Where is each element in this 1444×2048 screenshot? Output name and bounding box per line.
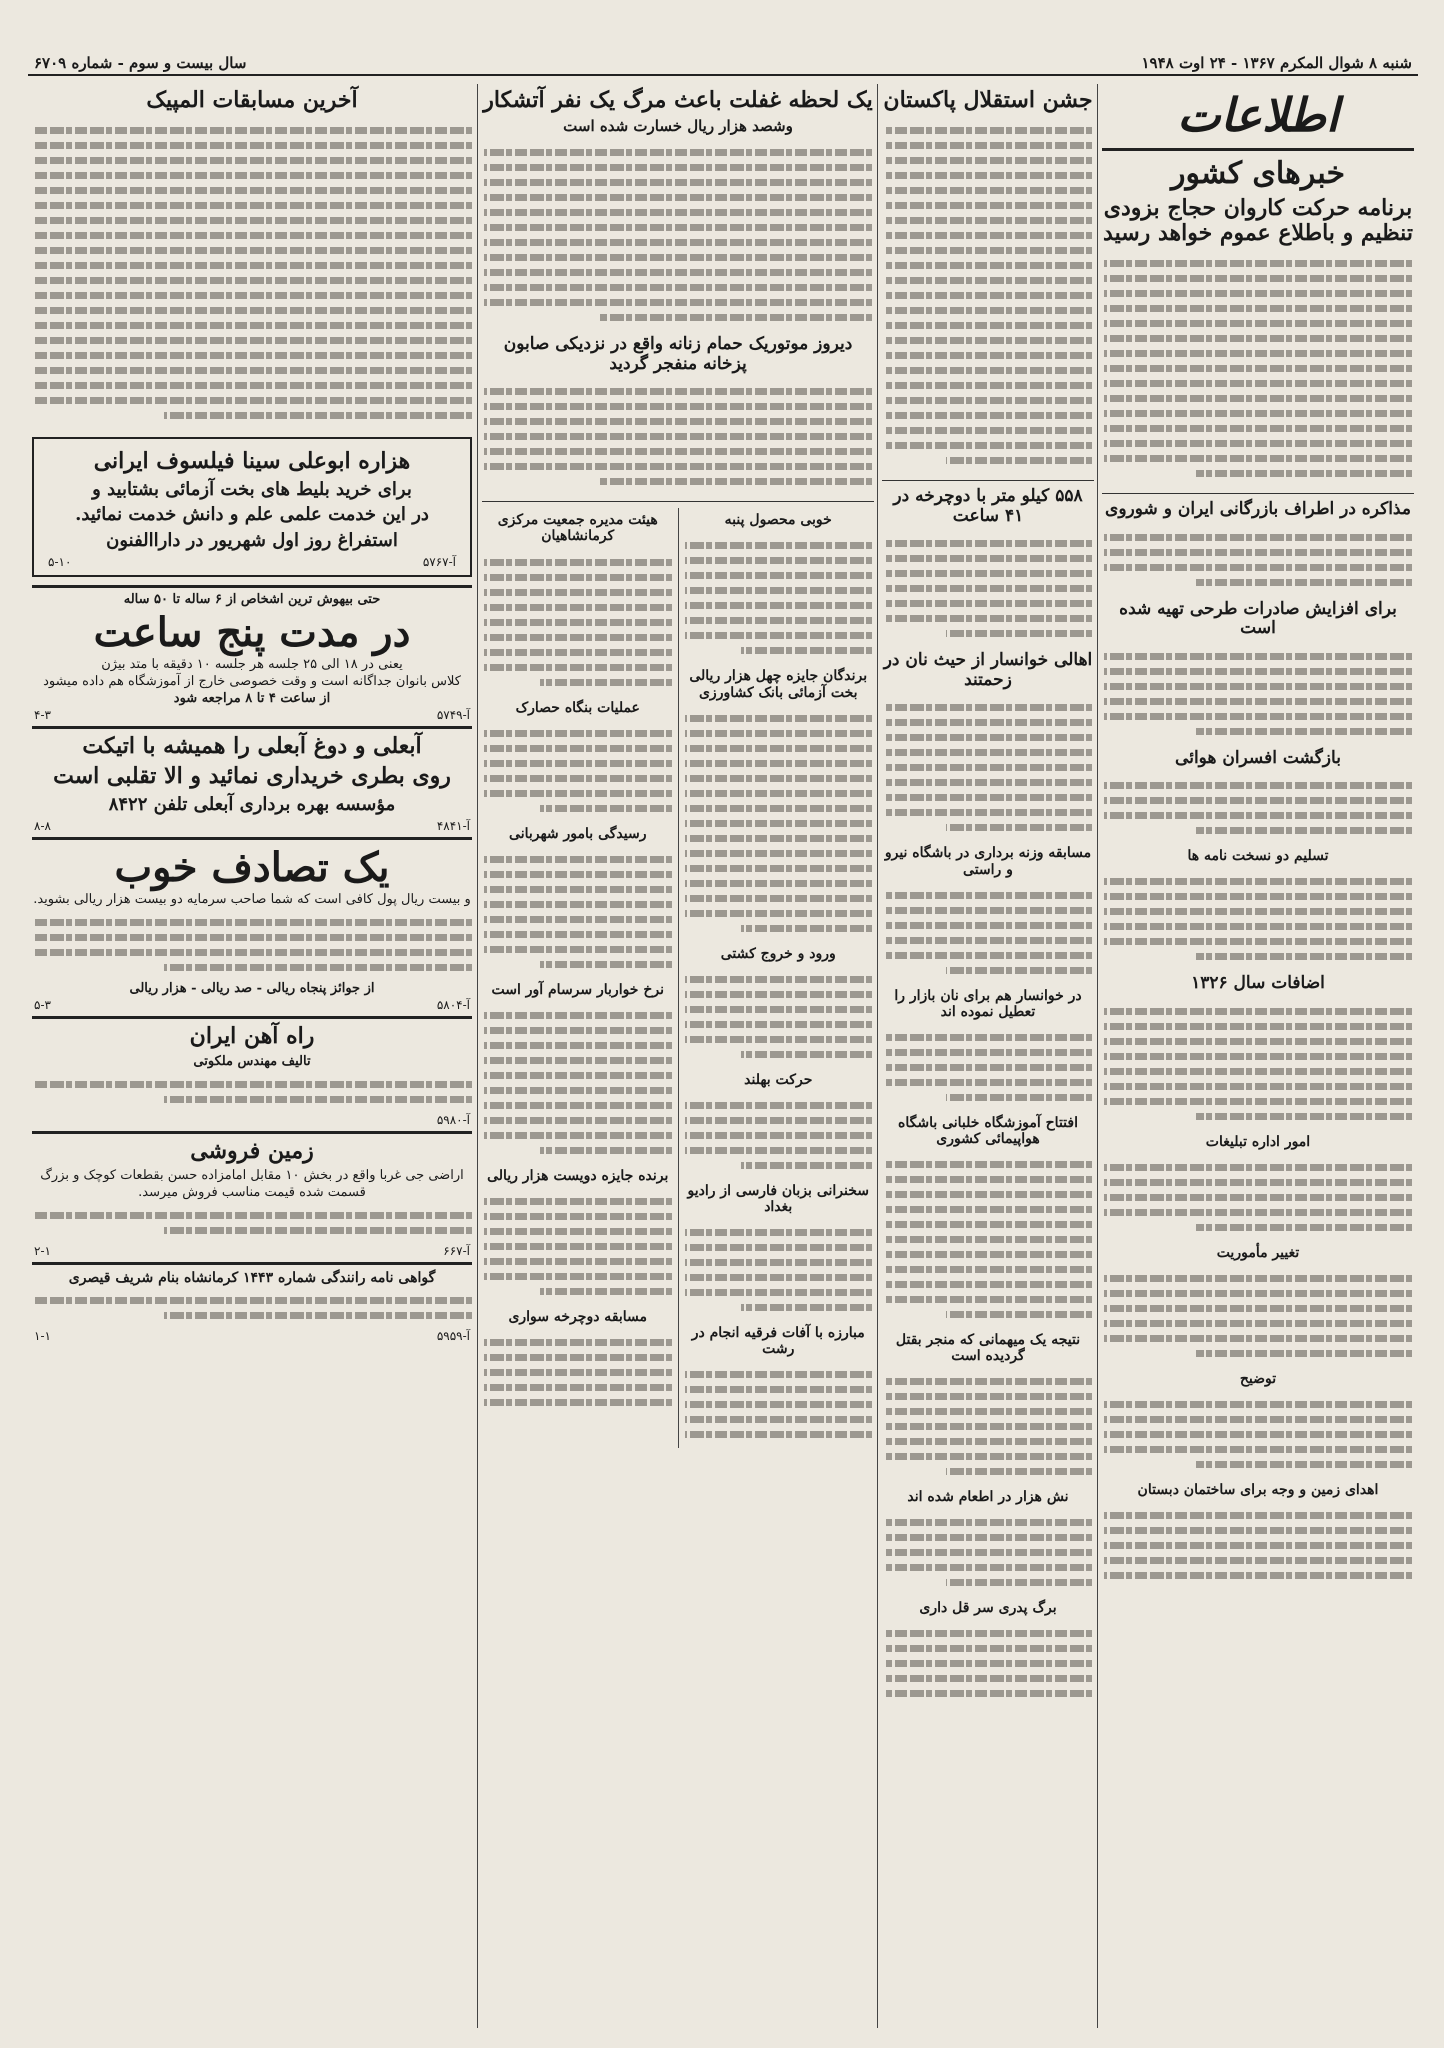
headline-pest-control: مبارزه با آفات فرقیه انجام در رشت — [691, 1325, 865, 1358]
ad2-big: در مدت پنج ساعت — [93, 609, 411, 657]
headline-hajj-caravan: برنامه حرکت کاروان حجاج بزودی تنظیم و باطلاع عموم خواهد رسید — [1103, 194, 1413, 246]
column-1 — [1097, 84, 1418, 2028]
ad2-body3: از ساعت ۴ تا ۸ مراجعه شود — [173, 690, 331, 706]
ad2-body: یعنی در ۱۸ الی ۲۵ جلسه هر جلسه ۱۰ دقیقه با متد بیژن — [101, 657, 403, 673]
ad3-line1: آبعلی و دوغ آبعلی را همیشه با اتیکت — [82, 732, 422, 759]
article-body — [1098, 250, 1418, 487]
headline-additions-1326: اضافات سال ۱۳۲۶ — [1191, 973, 1325, 994]
headline-bathhouse-explosion: دیروز موتوریک حمام زنانه واقع در نزدیکی صابون پزخانه منفجر گردید — [503, 334, 853, 374]
ad3-line2: روی بطری خریداری نمائید و الا تقلبی است — [53, 763, 451, 790]
ad1-code: آ-۵۷۶۷ — [422, 555, 456, 570]
headline-news-of-country: خبرهای کشور — [1170, 156, 1346, 191]
headline-kermanshah-society: هیئت مدیره جمعیت مرکزی کرمانشاهیان — [497, 512, 658, 545]
ad5-sub: تالیف مهندس ملکوتی — [193, 1053, 311, 1069]
ad-iran-railway — [26, 1023, 478, 1126]
headline-exports: برای افزایش صادرات طرحی تهیه شده است — [1119, 598, 1397, 639]
ad2-top: حتی بیهوش ترین اشخاص از ۶ ساله تا ۵۰ ساله — [123, 592, 381, 608]
ad2-code: آ-۵۷۴۹ — [436, 707, 470, 722]
headline-fireman-death: یک لحظه غفلت باعث مرگ یک نفر آتشکار — [483, 87, 873, 113]
headline-clarification: توضیح — [1239, 1371, 1277, 1388]
ad6-code: آ-۶۶۷ — [443, 1243, 470, 1258]
column-4 — [26, 84, 478, 2028]
ad-avicenna-lottery — [32, 437, 472, 577]
ad1-title: هزاره ابوعلی سینا فیلسوف ایرانی — [93, 448, 411, 475]
headline-khansar-bread: اهالی خوانسار از حیث نان در زحمتند — [883, 650, 1093, 690]
ad7-title: گواهی نامه رانندگی شماره ۱۴۴۳ کرمانشاه بنام شریف قیصری — [68, 1269, 436, 1286]
headline-pilot-school: افتتاح آموزشگاه خلبانی باشگاه هواپیمائی کشوری — [898, 1114, 1078, 1147]
masthead-issue: سال بیست و سوم - شماره ۶۷۰۹ — [34, 54, 247, 72]
headline-police-affairs: رسیدگی بامور شهربانی — [509, 825, 647, 842]
headline-trade-talks: مذاکره در اطراف بازرگانی ایران و شوروی — [1105, 499, 1411, 520]
ad2-code2: ۴-۳ — [34, 707, 51, 722]
headline-feeding: نش هزار در اطعام شده اند — [907, 1489, 1069, 1506]
masthead-date: شنبه ۸ شوال المکرم ۱۳۶۷ - ۲۴ اوت ۱۹۴۸ — [1141, 54, 1412, 72]
headline-prize-winner: برنده جایزه دویست هزار ریالی — [487, 1167, 669, 1184]
ad4-code2: ۵-۳ — [34, 998, 51, 1013]
ad1-line3: استفراغ روز اول شهریور در داراالفنون — [106, 529, 398, 551]
ad6-code2: ۲-۱ — [34, 1243, 51, 1258]
headline-khansar-bazaar: در خوانسار هم برای نان بازار را تعطیل نموده اند — [894, 987, 1082, 1020]
headline-cycling-race: مسابقه دوچرخه سواری — [508, 1308, 648, 1325]
ad6-title: زمین فروشی — [190, 1137, 314, 1164]
column-3 — [477, 84, 878, 2028]
headline-olympics: آخرین مسابقات المپیک — [146, 87, 358, 113]
headline-party-murder: نتیجه یک میهمانی که منجر بقتل گردیده است — [895, 1332, 1081, 1365]
headline-propaganda-office: امور اداره تبلیغات — [1205, 1133, 1311, 1150]
headline-land-donation: اهدای زمین و وجه برای ساختمان دبستان — [1137, 1482, 1379, 1499]
ad7-code2: ۱-۱ — [34, 1329, 51, 1343]
headline-weightlifting: مسابقه وزنه برداری در باشگاه نیرو و راستی — [884, 845, 1092, 878]
ad-five-hours — [26, 592, 478, 722]
headline-radio-baghdad: سخنرانی بزبان فارسی از رادیو بغداد — [687, 1182, 869, 1215]
ad1-code2: ۵-۱۰ — [48, 555, 72, 570]
ad1-line2: در این خدمت علمی علم و دانش خدمت نمائید. — [75, 504, 429, 526]
ad-good-chance — [26, 844, 478, 1012]
headline-food-prices: نرخ خواربار سرسام آور است — [491, 981, 664, 998]
headline-holland: حرکت بهلند — [744, 1071, 813, 1088]
headline-hesarak: عملیات بنگاه حصارک — [515, 699, 640, 716]
ad-license-lost — [26, 1269, 478, 1343]
ad3-line3: مؤسسه بهره برداری آبعلی تلفن ۸۴۲۲ — [108, 793, 396, 815]
column-2 — [877, 84, 1098, 2028]
headline-ships: ورود و خروج کشتی — [720, 945, 836, 962]
newspaper-logo: اطلاعات — [1102, 84, 1414, 151]
ad4-body2: از جوائز پنجاه ریالی - صد ریالی - هزار ریالی — [129, 981, 375, 997]
ad3-code: آ-۴۸۴۱ — [436, 819, 470, 834]
ad4-body: و بیست ریال پول کافی است که شما صاحب سرمایه دو بیست هزار ریالی بشوید. — [33, 892, 471, 908]
ad1-line1: برای خرید بلیط های بخت آزمائی بشتابید و — [92, 478, 412, 500]
ad7-code: آ-۵۹۵۹ — [436, 1329, 470, 1343]
headline-cotton: خوبی محصول پنبه — [724, 512, 832, 529]
ad5-code: آ-۵۹۸۰ — [436, 1112, 470, 1127]
headline-lottery-winners: برندگان جایزه چهل هزار ریالی بخت آزمائی بانک کشاورزی — [689, 668, 868, 701]
ad-abali — [26, 733, 478, 834]
ad6-body: اراضی جی غربا واقع در بخش ۱۰ مقابل امامزاده حسن بقطعات کوچک و بزرگ قسمت شده قیمت مناسب فروش میرسد. — [40, 1168, 464, 1200]
headline-air-officers: بازگشت افسران هوائی — [1175, 747, 1341, 768]
headline-letters: تسلیم دو نسخت نامه ها — [1187, 848, 1329, 865]
ad3-code2: ۸-۸ — [34, 819, 51, 834]
ad5-title: راه آهن ایران — [189, 1023, 315, 1050]
ad2-body2: کلاس بانوان جداگانه است و وقت خصوصی خارج از آموزشگاه هم داده میشود — [43, 674, 461, 690]
ad-land-sale — [26, 1138, 478, 1258]
headline-cycling-558km: ۵۵۸ کیلو متر با دوچرخه در ۴۱ ساعت — [893, 486, 1083, 526]
ad4-big: یک تصادف خوب — [114, 844, 390, 892]
ad4-code: آ-۵۸۰۴ — [436, 998, 470, 1013]
headline-pakistan-independence: جشن استقلال پاکستان — [883, 87, 1093, 113]
subhead-damage: وشصد هزار ریال خسارت شده است — [563, 117, 793, 136]
headline-misc: برگ پدری سر قل داری — [919, 1600, 1057, 1617]
headline-mission-change: تغییر مأموریت — [1216, 1245, 1300, 1262]
masthead — [28, 52, 1418, 76]
